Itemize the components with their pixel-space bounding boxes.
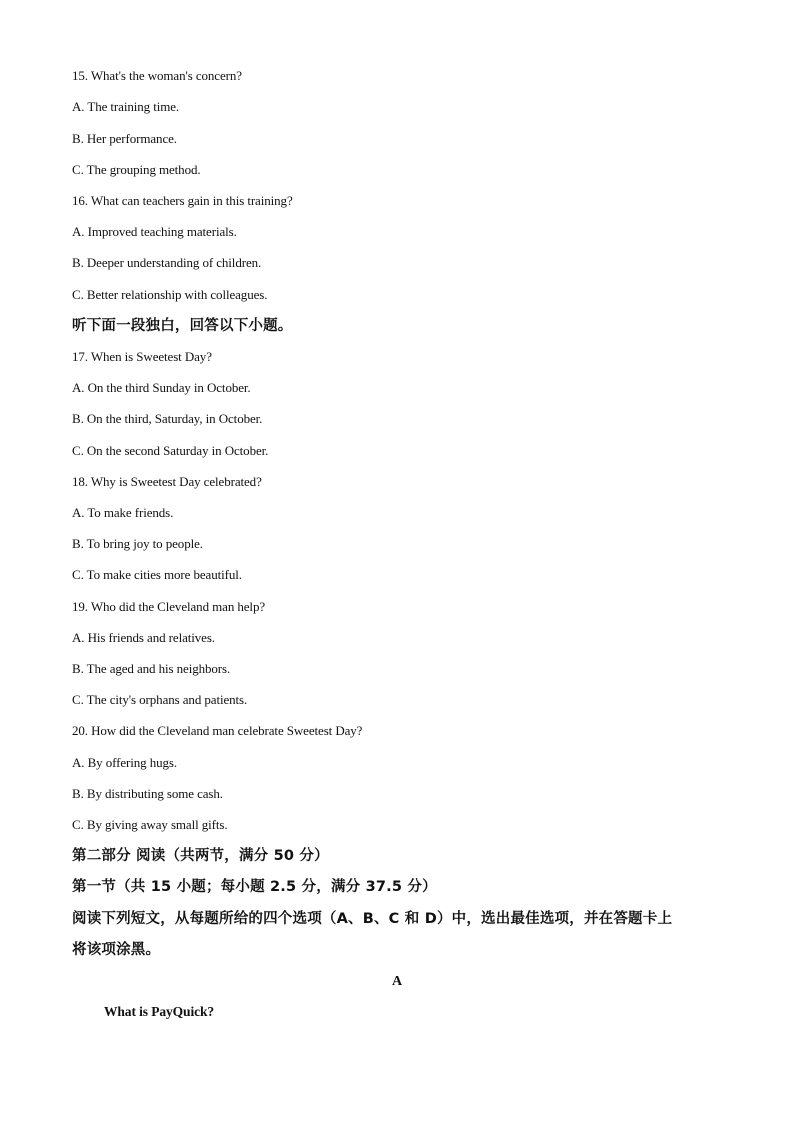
question-17-stem: 17. When is Sweetest Day? <box>72 349 212 364</box>
question-20-option-b: B. By distributing some cash. <box>72 786 223 801</box>
passage-title: What is PayQuick? <box>104 1004 215 1019</box>
section-heading-monologue: 听下面一段独白，回答以下小题。 <box>72 318 293 334</box>
question-18-stem: 18. Why is Sweetest Day celebrated? <box>72 474 262 489</box>
passage-label: A <box>391 974 402 989</box>
question-20-option-c: C. By giving away small gifts. <box>72 817 228 832</box>
question-18-option-c: C. To make cities more beautiful. <box>72 567 242 582</box>
question-15-stem: 15. What's the woman's concern? <box>72 68 242 83</box>
instructions-line-2: 将该项涂黑。 <box>72 942 161 958</box>
question-20-stem: 20. How did the Cleveland man celebrate Sweetest Day? <box>72 723 363 738</box>
question-18-option-a: A. To make friends. <box>72 505 174 520</box>
question-16-stem: 16. What can teachers gain in this training? <box>72 193 293 208</box>
question-15-option-c: C. The grouping method. <box>72 162 201 177</box>
question-20-option-a: A. By offering hugs. <box>72 755 178 770</box>
question-15-option-b: B. Her performance. <box>72 131 177 146</box>
question-15-option-a: A. The training time. <box>72 99 180 114</box>
question-19-option-a: A. His friends and relatives. <box>72 630 215 645</box>
question-17-option-a: A. On the third Sunday in October. <box>72 380 251 395</box>
part2-heading: 第二部分 阅读（共两节，满分 50 分） <box>72 848 329 864</box>
question-17-option-c: C. On the second Saturday in October. <box>72 443 269 458</box>
question-19-option-b: B. The aged and his neighbors. <box>72 661 231 676</box>
question-16-option-a: A. Improved teaching materials. <box>72 224 237 239</box>
section1-heading: 第一节（共 15 小题；每小题 2.5 分，满分 37.5 分） <box>72 879 437 895</box>
instructions-line-1: 阅读下列短文，从每题所给的四个选项（A、B、C 和 D）中，选出最佳选项，并在答题卡上 <box>72 911 673 927</box>
question-16-option-c: C. Better relationship with colleagues. <box>72 287 268 302</box>
question-16-option-b: B. Deeper understanding of children. <box>72 255 262 270</box>
question-19-option-c: C. The city's orphans and patients. <box>72 692 248 707</box>
question-17-option-b: B. On the third, Saturday, in October. <box>72 411 263 426</box>
question-19-stem: 19. Who did the Cleveland man help? <box>72 599 266 614</box>
question-18-option-b: B. To bring joy to people. <box>72 536 203 551</box>
